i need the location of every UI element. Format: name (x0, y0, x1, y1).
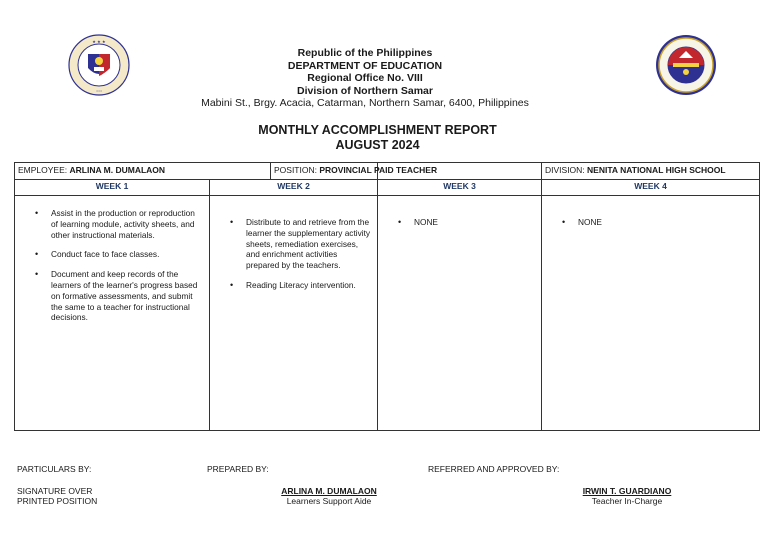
list-item: • Reading Literacy intervention. (246, 280, 371, 291)
republic-line: Republic of the Philippines (297, 47, 433, 59)
department-line: DEPARTMENT OF EDUCATION (287, 59, 443, 72)
svg-text:• • •: • • • (96, 89, 102, 93)
week-2-cell (210, 196, 378, 431)
week-1-list (15, 196, 209, 323)
employee-field (18, 165, 165, 175)
week-4-list (542, 196, 759, 228)
preparer-title: Learners Support Aide (286, 496, 372, 506)
approver-signature (552, 486, 702, 506)
particulars-label: PARTICULARS BY: (17, 464, 92, 474)
week-3-cell (378, 196, 542, 431)
list-item: • NONE (414, 217, 535, 228)
preparer-name: ARLINA M. DUMALAON (281, 486, 377, 496)
week-1-cell (15, 196, 210, 431)
region-line: Regional Office No. VIII (307, 72, 423, 84)
svg-text:★ ★ ★: ★ ★ ★ (92, 39, 106, 44)
report-title: MONTHLY ACCOMPLISHMENT REPORT (258, 123, 497, 137)
list-item: • Conduct face to face classes. (51, 249, 203, 260)
employee-info-row (15, 163, 760, 180)
list-item: • Document and keep records of the learners of the learner's progress based on formative assessments, and submit the same to a teacher for instructional decisions. (51, 269, 203, 323)
division-value: NENITA NATIONAL HIGH SCHOOL (587, 165, 726, 175)
accomplishment-table (14, 162, 760, 431)
info-divider (270, 163, 271, 179)
position-field (274, 165, 437, 175)
preparer-signature (254, 486, 404, 506)
position-label: POSITION: (274, 165, 320, 175)
week-3-header: WEEK 3 (378, 180, 542, 196)
week-content-row (15, 196, 760, 431)
approved-label: REFERRED AND APPROVED BY: (428, 464, 560, 474)
list-item: • Assist in the production or reproduction of learning module, activity sheets, and other instructional materials. (51, 208, 203, 240)
prepared-label: PREPARED BY: (207, 464, 269, 474)
division-label: DIVISION: (545, 165, 588, 175)
division-line: Division of Northern Samar (297, 84, 433, 97)
list-item: • NONE (578, 217, 753, 228)
week-header-row (15, 180, 760, 196)
list-item: • Distribute to and retrieve from the learner the supplementary activity sheets, remediation exercises, and enrichment activities prepared by the teachers. (246, 217, 371, 271)
week-2-list (210, 196, 377, 291)
report-titles (0, 123, 755, 153)
report-period: AUGUST 2024 (335, 138, 420, 152)
signature-label-1: SIGNATURE OVER (17, 486, 93, 496)
week-1-header: WEEK 1 (15, 180, 210, 196)
employee-name: ARLINA M. DUMALAON (69, 165, 166, 175)
approver-title: Teacher In-Charge (591, 496, 663, 506)
week-4-header: WEEK 4 (542, 180, 760, 196)
week-4-cell (542, 196, 760, 431)
signature-footer (14, 442, 759, 510)
employee-label: EMPLOYEE: (18, 165, 70, 175)
approver-name: IRWIN T. GUARDIANO (582, 486, 672, 496)
signature-label-2: PRINTED POSITION (17, 496, 98, 506)
letterhead (0, 47, 730, 110)
address-line: Mabini St., Brgy. Acacia, Catarman, Northern Samar, 6400, Philippines (201, 97, 529, 109)
position-value: PROVINCIAL PAID TEACHER (319, 165, 438, 175)
week-3-list (378, 196, 541, 228)
division-cell (542, 163, 760, 180)
week-2-header: WEEK 2 (210, 180, 378, 196)
employee-position-cell (15, 163, 438, 180)
